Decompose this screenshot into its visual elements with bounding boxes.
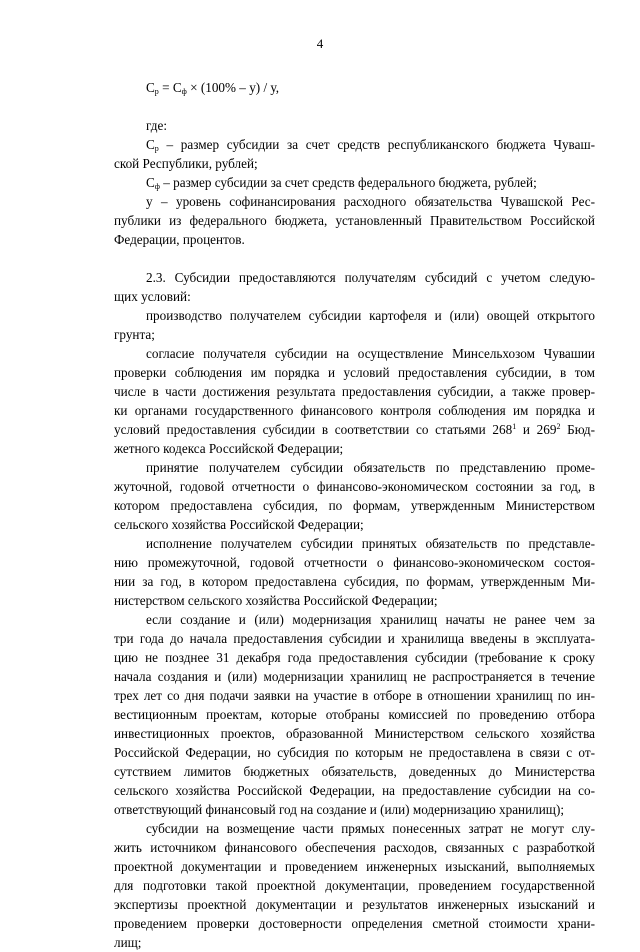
definition-symbol-sub: р — [154, 144, 159, 153]
paragraph-line: жуточной, годовой отчетности о финансово-экономическом состоянии за год, в — [114, 479, 595, 494]
paragraph-line: принятие получателем субсидии обязательств по представлению проме- — [146, 460, 595, 475]
paragraph-line: исполнение получателем субсидии принятых обязательств по представле- — [146, 536, 595, 551]
paragraph-line: цию не позднее 31 декабря года предоставления субсидии (требование к сроку — [114, 650, 595, 665]
paragraph-line: жить источником финансового обеспечения расходов, связанных с разработкой — [114, 840, 595, 855]
document-body — [114, 78, 595, 952]
formula-rhs-sub: ф — [181, 87, 187, 96]
definition-line — [114, 135, 595, 154]
paragraph-line: проверки соблюдения им порядка и условий предоставления субсидии, в том — [114, 365, 595, 380]
text-run: и 269 — [516, 422, 557, 437]
definition-text: у – уровень софинансирования расходного обязательства Чувашской Рес- — [146, 194, 595, 209]
paragraph-line: сельского хозяйства Российской Федерации; — [114, 517, 364, 532]
definition-text: – размер субсидии за счет средств федерального бюджета, рублей; — [159, 175, 537, 190]
paragraph-line: сельского хозяйства Российской Федерации, на предоставление субсидии на со- — [114, 783, 595, 798]
paragraph-line: экспертизы проектной документации и результатов инженерных изысканий и — [114, 897, 595, 912]
definition-symbol: С — [146, 175, 155, 190]
paragraph-line: для подготовки такой проектной документации, проведением государственной — [114, 878, 595, 893]
page-number: 4 — [316, 36, 324, 51]
paragraph-line: 2.3. Субсидии предоставляются получателям субсидий с учетом следую- — [146, 270, 595, 285]
formula-eq: = С — [158, 80, 182, 95]
formula-lhs-sub: р — [154, 87, 159, 96]
paragraph-line: нии за год, в котором предоставлена субсидия, по формам, утвержденным Ми- — [114, 574, 595, 589]
formula — [114, 78, 595, 97]
definition-text: публики из федерального бюджета, установленный Правительством Российской — [114, 213, 595, 228]
paragraph-line: грунта; — [114, 327, 155, 342]
footnote-superscript: 1 — [512, 422, 517, 431]
paragraph-line: нистерством сельского хозяйства Российской Федерации; — [114, 593, 438, 608]
paragraph-line: числе в части достижения результата предоставления субсидии, а также провер- — [114, 384, 595, 399]
definition-line — [114, 230, 595, 249]
definition-line — [114, 173, 595, 192]
definitions — [114, 135, 595, 249]
paragraph-line: проектной документации и проведением инженерных изысканий, выполняемых — [114, 859, 595, 874]
definition-symbol-sub: ф — [154, 182, 160, 191]
definition-line — [114, 211, 595, 230]
paragraph-line: лищ; — [114, 935, 142, 950]
text-run: условий предоставления субсидии в соответствии со статьями 268 — [114, 422, 513, 437]
paragraph-line: котором предоставлена субсидия, по формам, утвержденным Министерством — [114, 498, 595, 513]
footnote-superscript: 2 — [556, 422, 561, 431]
paragraph-line — [114, 420, 595, 439]
paragraph-line: производство получателем субсидии картофеля и (или) овощей открытого — [146, 308, 595, 323]
where-label: где: — [146, 118, 167, 133]
definition-text: ской Республики, рублей; — [114, 156, 258, 171]
paragraph-line: начала создания и (или) модернизации хранилищ не распространяется в течение — [114, 669, 595, 684]
paragraph-line: нию промежуточной, годовой отчетности о финансово-экономическом состоя- — [114, 555, 595, 570]
paragraph-line: трех лет со дня подачи заявки на участие в отборе в отношении хранилищ по ин- — [114, 688, 595, 703]
paragraph-line: если создание и (или) модернизация хранилищ начаты не ранее чем за — [146, 612, 595, 627]
definition-line — [114, 154, 595, 173]
paragraph-line: вестиционным проектам, которые отобраны комиссией по проведению отбора — [114, 707, 595, 722]
paragraph-line: три года до начала предоставления субсидии и хранилища введены в эксплуата- — [114, 631, 595, 646]
paragraph-line: субсидии на возмещение части прямых понесенных затрат не могут слу- — [146, 821, 595, 836]
paragraph-line: щих условий: — [114, 289, 191, 304]
definition-text: – размер субсидии за счет средств республиканского бюджета Чуваш- — [158, 137, 595, 152]
paragraph-line: жетного кодекса Российской Федерации; — [114, 441, 344, 456]
formula-rest: × (100% – у) / у, — [186, 80, 280, 95]
paragraph-line: Российской Федерации, но субсидия по которым не предоставлена в связи с от- — [114, 745, 595, 760]
paragraphs — [114, 268, 595, 952]
formula-lhs: С — [146, 80, 155, 95]
definition-symbol: С — [146, 137, 155, 152]
paragraph-line: проведением проверки достоверности определения сметной стоимости храни- — [114, 916, 595, 931]
definition-text: Федерации, процентов. — [114, 232, 245, 247]
paragraph-line: сутствием лимитов бюджетных обязательств, доведенных до Министерства — [114, 764, 595, 779]
text-run: Бюд- — [560, 422, 595, 437]
definition-line — [114, 192, 595, 211]
paragraph-line: согласие получателя субсидии на осуществление Минсельхозом Чувашии — [146, 346, 595, 361]
paragraph-line: ответствующий финансовый год на создание и (или) модернизацию хранилищ); — [114, 802, 565, 817]
paragraph-line: ки органами государственного финансового контроля соблюдения им порядка и — [114, 403, 595, 418]
paragraph-line: инвестиционных проектов, образованной Министерством сельского хозяйства — [114, 726, 595, 741]
